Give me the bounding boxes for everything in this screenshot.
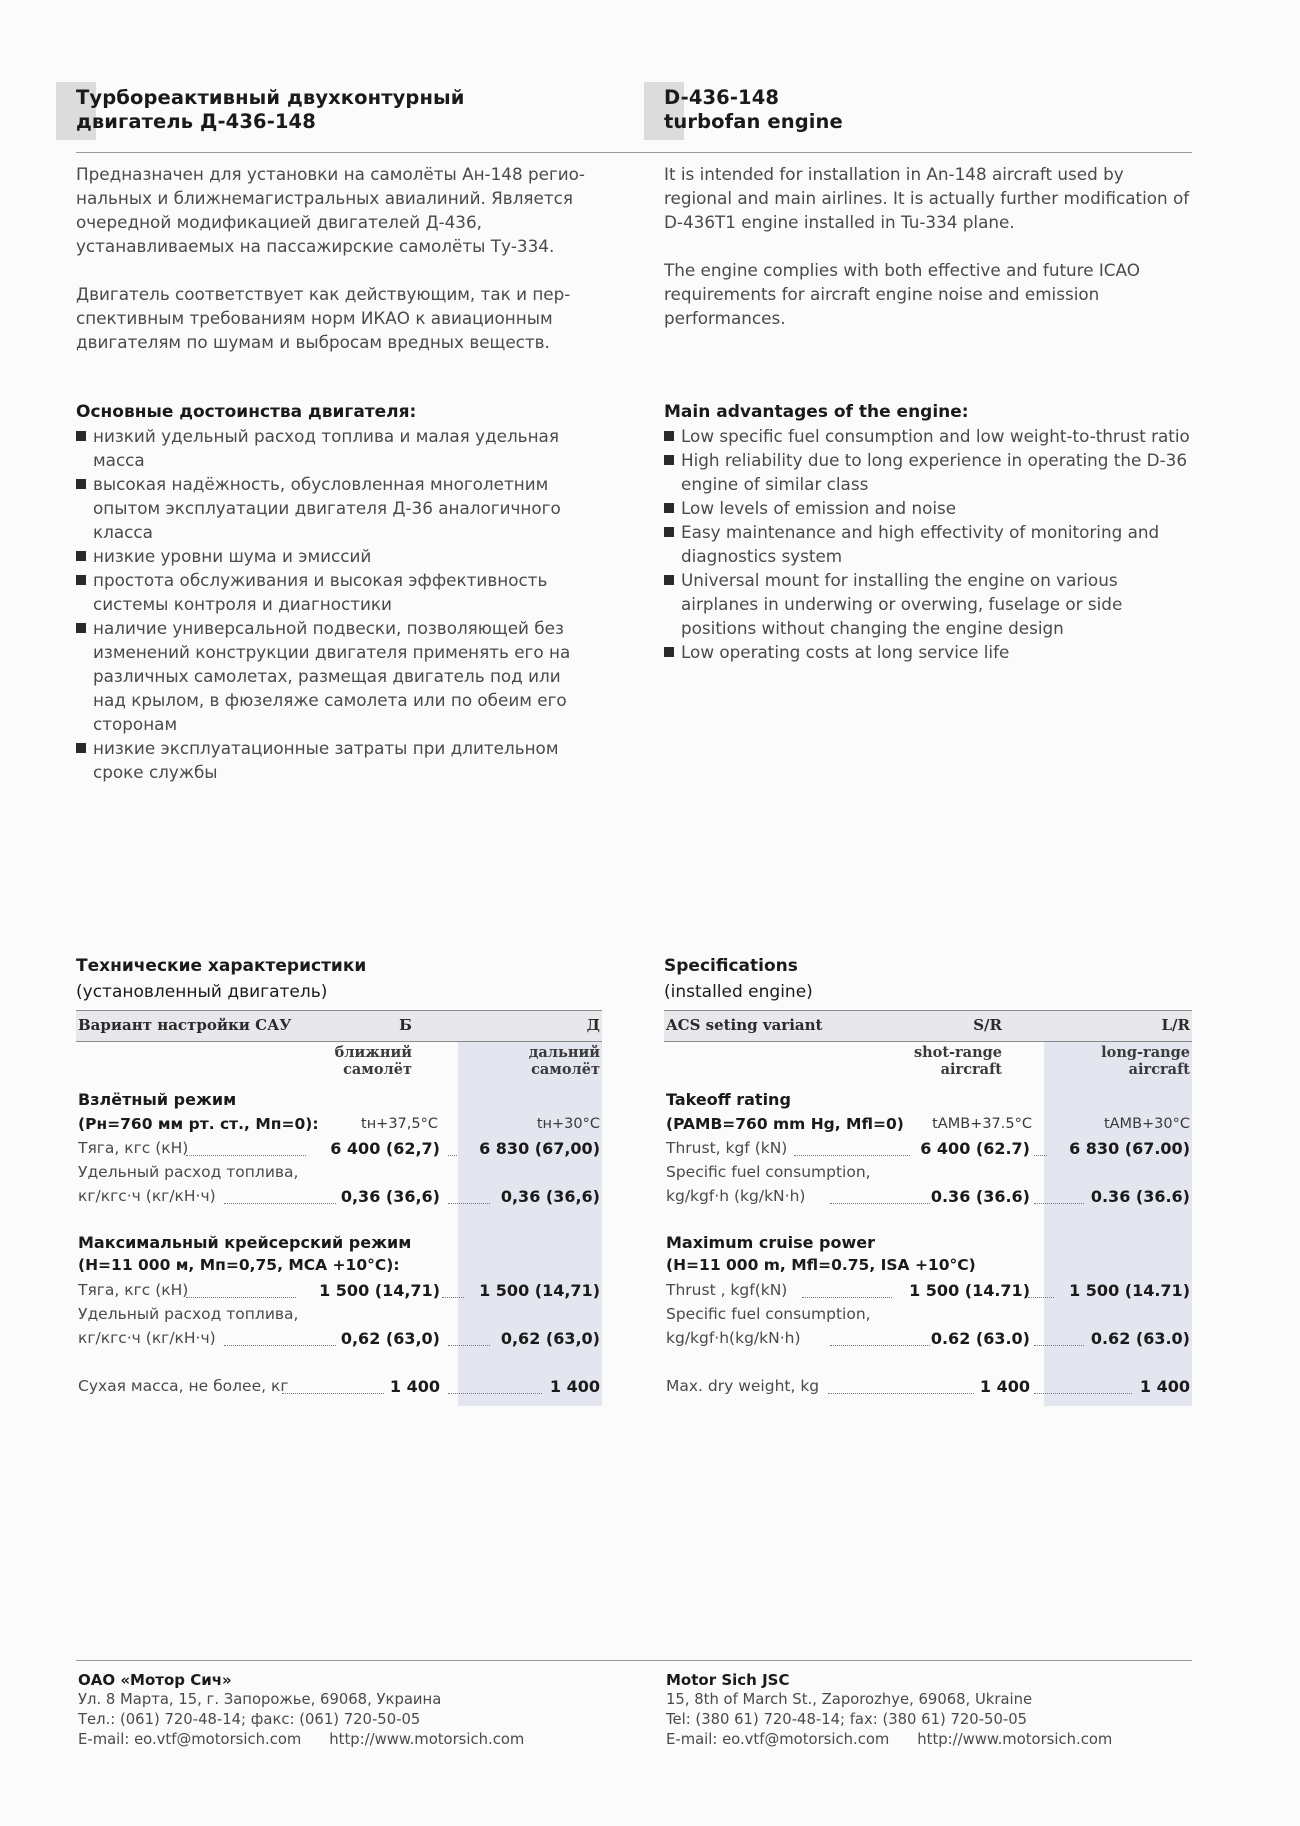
en-mail-row — [666, 1730, 1112, 1750]
dot-leader — [830, 1345, 930, 1346]
takeoff-thrust-col1: 6 400 (62,7) — [330, 1139, 440, 1158]
ru-email-link[interactable]: E-mail: eo.vtf@motorsich.com — [78, 1731, 302, 1748]
dot-leader — [224, 1203, 336, 1204]
en-footer-contacts — [666, 1670, 1112, 1750]
cruise-sfc-col1: 0.62 (63.0) — [930, 1329, 1030, 1348]
takeoff-conditions: (PAMB=760 mm Hg, Mfl=0) — [666, 1115, 904, 1133]
cruise-sfc-col1: 0,62 (63,0) — [340, 1329, 440, 1348]
cruise-sfc-label-1: Specific fuel consumption, — [666, 1305, 871, 1323]
dot-leader — [802, 1297, 892, 1298]
dot-leader — [1034, 1203, 1084, 1204]
cruise-thrust-col1: 1 500 (14.71) — [909, 1281, 1030, 1300]
col1-subheader — [914, 1044, 1002, 1078]
thrust-label: Тяга, кгс (кН) — [78, 1139, 189, 1157]
en-title-line2: turbofan engine — [664, 110, 843, 133]
takeoff-thrust-col1: 6 400 (62.7) — [920, 1139, 1030, 1158]
weight-col2: 1 400 — [549, 1377, 600, 1396]
dot-leader — [282, 1393, 384, 1394]
ru-advantages-list — [76, 424, 594, 784]
takeoff-temp-col1: tAMB+37.5°C — [932, 1116, 1032, 1132]
sfc-label-1: Specific fuel consumption, — [666, 1163, 871, 1181]
cruise-conditions: (H=11 000 m, Mfl=0.75, ISA +10°C) — [666, 1256, 976, 1274]
takeoff-title: Взлётный режим — [78, 1090, 237, 1109]
weight-col2: 1 400 — [1139, 1377, 1190, 1396]
en-intro-paragraph-1: It is intended for installation in An-148 aircraft used by regional and main airlines. It is actually further modification of D-436T1 engine installed in Tu-334 plane. — [664, 164, 1190, 232]
cruise-sfc-label-2: kg/kgf·h(kg/kN·h) — [666, 1329, 801, 1347]
list-item: Low levels of emission and noise — [664, 496, 1192, 520]
table-header-row — [664, 1010, 1192, 1042]
ru-website-link[interactable]: http://www.motorsich.com — [329, 1731, 525, 1748]
col1-sub-line2: aircraft — [940, 1061, 1002, 1078]
dot-leader — [830, 1203, 930, 1204]
en-specs-subheading: (installed engine) — [664, 982, 813, 1002]
list-item: High reliability due to long experience in operating the D-36 engine of similar class — [664, 448, 1192, 496]
weight-label: Сухая масса, не более, кг — [78, 1377, 289, 1395]
cruise-sfc-label-2: кг/кгс·ч (кг/кН·ч) — [78, 1329, 216, 1347]
en-spec-table — [664, 1010, 1192, 1406]
col2-subheader — [529, 1044, 600, 1078]
dot-leader — [448, 1155, 457, 1156]
ru-intro-paragraph-1: Предназначен для установки на самолёты Ан-148 регио-нальных и ближнемагистральных авиалиний. Является очередной модификацией двигателей Д-436, устанавливаемых на пассажирские самолёты Ту-334. — [76, 164, 585, 256]
dot-leader — [442, 1297, 464, 1298]
ru-title-line1: Турбореактивный двухконтурный — [76, 86, 465, 109]
en-address: 15, 8th of March St., Zaporozhye, 69068, Ukraine — [666, 1691, 1033, 1708]
list-item: низкий удельный расход топлива и малая удельная масса — [76, 424, 594, 472]
takeoff-thrust-col2: 6 830 (67,00) — [479, 1139, 600, 1158]
dot-leader — [794, 1155, 910, 1156]
dot-leader — [448, 1345, 490, 1346]
dot-leader — [224, 1345, 336, 1346]
col1-sub-line1: shot-range — [913, 1044, 1002, 1061]
table-header-label: Вариант настройки САУ — [78, 1016, 292, 1034]
dot-leader — [186, 1297, 296, 1298]
en-title — [664, 86, 843, 134]
ru-specs-heading: Технические характеристики — [76, 956, 367, 976]
en-specs-heading: Specifications — [664, 956, 798, 976]
en-company-name: Motor Sich JSC — [666, 1671, 790, 1689]
ru-footer-contacts — [78, 1670, 524, 1750]
col1-sub-line2: самолёт — [343, 1061, 412, 1078]
ru-spec-table — [76, 1010, 602, 1406]
list-item: простота обслуживания и высокая эффективность системы контроля и диагностики — [76, 568, 594, 616]
ru-specs-subheading: (установленный двигатель) — [76, 982, 328, 1002]
ru-mail-row — [78, 1730, 524, 1750]
ru-phone: Тел.: (061) 720-48-14; факс: (061) 720-50-05 — [78, 1711, 421, 1728]
ru-title — [76, 86, 465, 134]
dot-leader — [1034, 1155, 1047, 1156]
list-item: Easy maintenance and high effectivity of monitoring and diagnostics system — [664, 520, 1192, 568]
ru-advantages-heading: Основные достоинства двигателя: — [76, 402, 417, 422]
ru-intro-paragraph-2: Двигатель соответствует как действующим, так и пер-спективным требованиям норм ИКАО к авиационным двигателям по шумам и выбросам вредных веществ. — [76, 284, 571, 352]
cruise-thrust-label: Тяга, кгс (кН) — [78, 1281, 189, 1299]
cruise-thrust-col2: 1 500 (14,71) — [479, 1281, 600, 1300]
dot-leader — [1034, 1345, 1084, 1346]
dot-leader — [448, 1203, 490, 1204]
list-item: Low specific fuel consumption and low weight-to-thrust ratio — [664, 424, 1192, 448]
takeoff-conditions: (Pн=760 мм рт. ст., Mп=0): — [78, 1115, 319, 1133]
footer-divider — [76, 1660, 1192, 1661]
dot-leader — [448, 1393, 542, 1394]
takeoff-temp-col1: tн+37,5°C — [361, 1116, 438, 1132]
col2-sub-line2: самолёт — [531, 1061, 600, 1078]
dot-leader — [828, 1393, 974, 1394]
en-phone: Tel: (380 61) 720-48-14; fax: (380 61) 720-50-05 — [666, 1711, 1028, 1728]
cruise-thrust-col2: 1 500 (14.71) — [1069, 1281, 1190, 1300]
col2-subheader — [1101, 1044, 1190, 1078]
takeoff-sfc-col1: 0.36 (36.6) — [930, 1187, 1030, 1206]
en-advantages-heading: Main advantages of the engine: — [664, 402, 969, 422]
cruise-thrust-label: Thrust , kgf(kN) — [666, 1281, 788, 1299]
list-item: наличие универсальной подвески, позволяющей без изменений конструкции двигателя применять его на различных самолетах, размещая двигатель под или над крылом, в фюзеляже самолета или по обеим его сторонам — [76, 616, 594, 736]
table-header-col1: Б — [399, 1016, 412, 1034]
takeoff-sfc-col2: 0.36 (36.6) — [1090, 1187, 1190, 1206]
cruise-sfc-label-1: Удельный расход топлива, — [78, 1305, 299, 1323]
weight-col1: 1 400 — [979, 1377, 1030, 1396]
cruise-sfc-col2: 0.62 (63.0) — [1090, 1329, 1190, 1348]
list-item: низкие уровни шума и эмиссий — [76, 544, 594, 568]
en-advantages-list — [664, 424, 1192, 664]
cruise-thrust-col1: 1 500 (14,71) — [319, 1281, 440, 1300]
table-header-col2: Д — [586, 1016, 600, 1034]
table-header-col2: L/R — [1161, 1016, 1190, 1034]
list-item: Low operating costs at long service life — [664, 640, 1192, 664]
cruise-conditions: (H=11 000 м, Mп=0,75, MCA +10°C): — [78, 1256, 400, 1274]
list-item: низкие эксплуатационные затраты при длительном сроке службы — [76, 736, 594, 784]
sfc-label-1: Удельный расход топлива, — [78, 1163, 299, 1181]
en-website-link[interactable]: http://www.motorsich.com — [917, 1731, 1113, 1748]
ru-address: Ул. 8 Марта, 15, г. Запорожье, 69068, Украина — [78, 1691, 442, 1708]
takeoff-thrust-col2: 6 830 (67.00) — [1069, 1139, 1190, 1158]
cruise-title: Maximum cruise power — [666, 1233, 875, 1252]
ru-company-name: ОАО «Мотор Сич» — [78, 1671, 232, 1689]
col2-sub-line1: дальний — [528, 1044, 600, 1061]
dot-leader — [1028, 1297, 1054, 1298]
weight-label: Max. dry weight, kg — [666, 1377, 820, 1395]
col2-sub-line1: long-range — [1101, 1044, 1190, 1061]
takeoff-sfc-col2: 0,36 (36,6) — [500, 1187, 600, 1206]
en-intro-paragraph-2: The engine complies with both effective and future ICAO requirements for aircraft engine noise and emission performances. — [664, 260, 1140, 328]
weight-col1: 1 400 — [389, 1377, 440, 1396]
dot-leader — [186, 1155, 306, 1156]
header-divider — [76, 152, 1192, 153]
sfc-label-2: кг/кгс·ч (кг/кН·ч) — [78, 1187, 216, 1205]
col2-sub-line2: aircraft — [1128, 1061, 1190, 1078]
en-title-line1: D-436-148 — [664, 86, 780, 109]
cruise-title: Максимальный крейсерский режим — [78, 1233, 412, 1252]
col1-subheader — [335, 1044, 412, 1078]
cruise-sfc-col2: 0,62 (63,0) — [500, 1329, 600, 1348]
sfc-label-2: kg/kgf·h (kg/kN·h) — [666, 1187, 806, 1205]
table-header-label: ACS seting variant — [666, 1016, 823, 1034]
takeoff-sfc-col1: 0,36 (36,6) — [340, 1187, 440, 1206]
col1-sub-line1: ближний — [334, 1044, 412, 1061]
list-item: высокая надёжность, обусловленная многолетним опытом эксплуатации двигателя Д-36 аналогичного класса — [76, 472, 594, 544]
list-item: Universal mount for installing the engine on various airplanes in underwing or overwing, fuselage or side positions without changing the engine design — [664, 568, 1192, 640]
en-email-link[interactable]: E-mail: eo.vtf@motorsich.com — [666, 1731, 890, 1748]
table-header-col1: S/R — [973, 1016, 1002, 1034]
ru-title-line2: двигатель Д-436-148 — [76, 110, 316, 133]
dot-leader — [1034, 1393, 1132, 1394]
takeoff-temp-col2: tAMB+30°C — [1103, 1116, 1190, 1132]
thrust-label: Thrust, kgf (kN) — [666, 1139, 788, 1157]
table-header-row — [76, 1010, 602, 1042]
takeoff-temp-col2: tн+30°C — [536, 1116, 600, 1132]
takeoff-title: Takeoff rating — [666, 1090, 791, 1109]
